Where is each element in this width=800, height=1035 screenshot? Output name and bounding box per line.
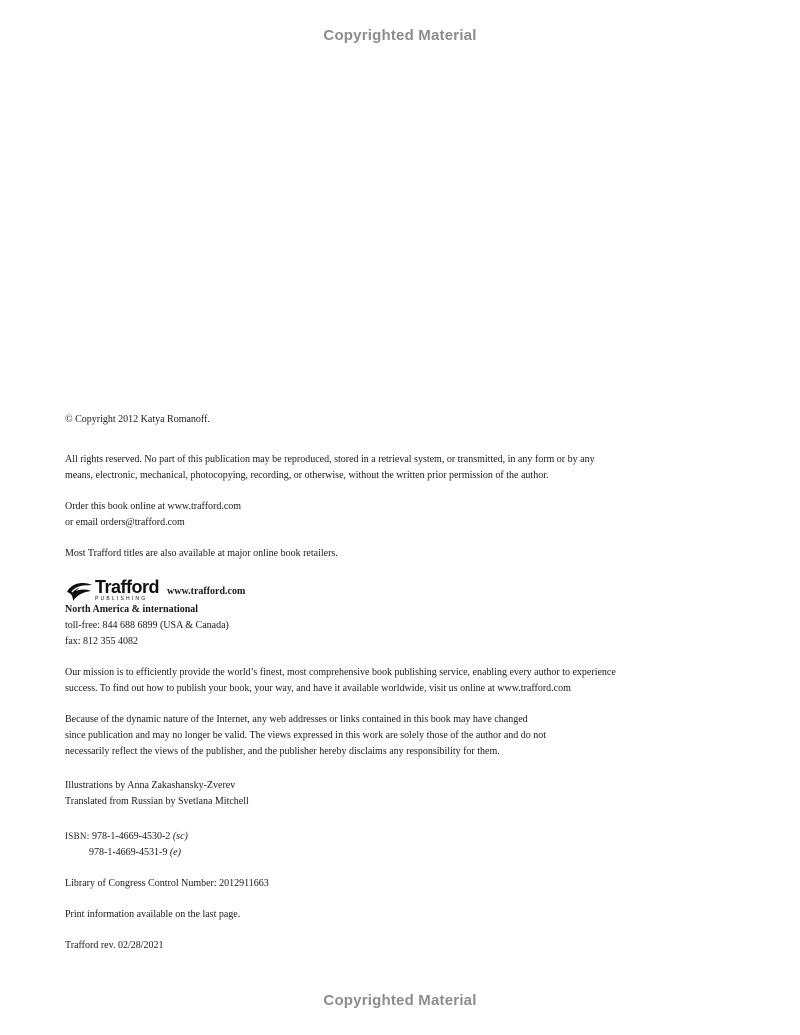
publisher-contact (65, 602, 665, 650)
isbn-number: 978-1-4669-4531-9 (89, 847, 168, 858)
publisher-fax: fax: 812 355 4082 (65, 636, 139, 647)
trafford-bird-logo-icon (65, 580, 93, 602)
internet-line-3: necessarily reflect the views of the publisher, and the publisher hereby disclaims any responsibility for them. (65, 746, 500, 757)
revision: Trafford rev. 02/28/2021 (65, 940, 164, 951)
order-line-1: Order this book online at www.trafford.com (65, 501, 242, 512)
rights-line-1: All rights reserved. No part of this publication may be reproduced, stored in a retrieval system, or transmitted, in any form or by any (65, 454, 595, 465)
internet-line-1: Because of the dynamic nature of the Internet, any web addresses or links contained in this book may have changed (65, 714, 528, 725)
publisher-region: North America & international (65, 604, 199, 615)
watermark-top: Copyrighted Material (323, 27, 477, 44)
mission-line-1: Our mission is to efficiently provide the world’s finest, most comprehensive book publishing service, enabling every author to experience (65, 667, 616, 678)
credit-illustrations: Illustrations by Anna Zakashansky-Zverev (65, 780, 236, 791)
logo-subtitle: PUBLISHING (95, 596, 148, 602)
print-info: Print information available on the last page. (65, 909, 241, 920)
credits (65, 778, 665, 810)
order-line-2: or email orders@trafford.com (65, 517, 185, 528)
publisher-url: www.trafford.com (167, 586, 246, 597)
lccn: Library of Congress Control Number: 2012911663 (65, 878, 269, 889)
rights-notice (65, 452, 665, 484)
isbn-line-1 (65, 828, 665, 845)
logo-name: Trafford (95, 577, 160, 597)
isbn-line-2 (65, 845, 665, 861)
credit-translation: Translated from Russian by Svetlana Mitchell (65, 796, 249, 807)
mission-statement (65, 665, 665, 697)
trafford-logo (65, 578, 159, 602)
copyright-page (65, 412, 665, 954)
watermark-bottom: Copyrighted Material (323, 992, 477, 1009)
rights-line-2: means, electronic, mechanical, photocopying, recording, or otherwise, without the written prior permission of the author. (65, 470, 549, 481)
isbn-block (65, 828, 665, 861)
publisher-tollfree: toll-free: 844 688 6899 (USA & Canada) (65, 620, 229, 631)
isbn-format: (sc) (172, 831, 188, 842)
isbn-number: 978-1-4669-4530-2 (92, 831, 171, 842)
mission-line-2: success. To find out how to publish your book, your way, and have it available worldwide, visit us online at www.trafford.com (65, 683, 571, 694)
copyright-line: © Copyright 2012 Katya Romanoff. (65, 414, 210, 425)
internet-line-2: since publication and may no longer be valid. The views expressed in this work are solely those of the author and do not (65, 730, 547, 741)
publisher-logo-row (65, 576, 665, 602)
isbn-label: ISBN: (65, 831, 90, 841)
isbn-format: (e) (169, 847, 181, 858)
internet-notice (65, 712, 665, 760)
order-info (65, 499, 665, 531)
retailers-note: Most Trafford titles are also available at major online book retailers. (65, 548, 338, 559)
